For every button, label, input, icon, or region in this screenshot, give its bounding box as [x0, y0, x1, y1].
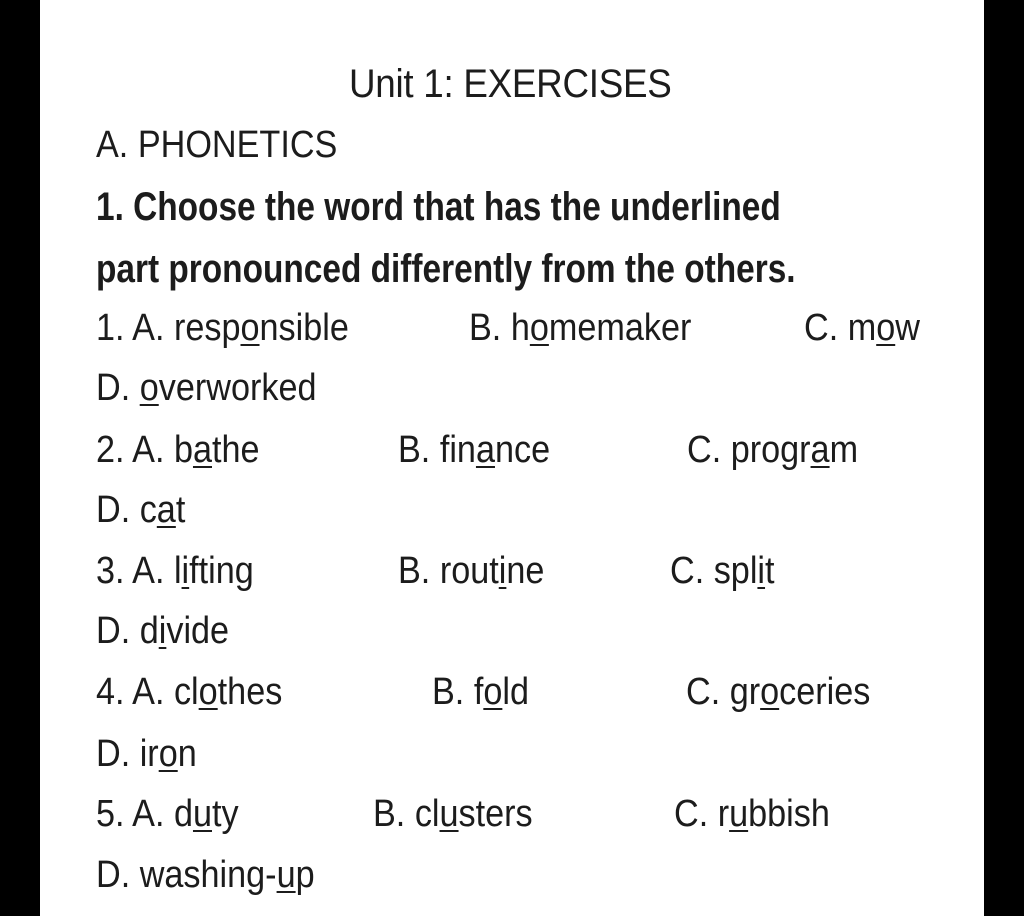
- section-heading: A. PHONETICS: [96, 124, 338, 166]
- q2-option-d: D. cat: [96, 489, 186, 531]
- instruction-line-1: 1. Choose the word that has the underlined: [96, 185, 781, 229]
- q2-option-c: C. program: [687, 429, 859, 471]
- q4-option-d: D. iron: [96, 733, 197, 775]
- q5-option-d: D. washing-up: [96, 854, 315, 896]
- q4-option-c: C. groceries: [686, 671, 871, 713]
- q1-option-a: 1. A. responsible: [96, 307, 349, 349]
- q4-option-a: 4. A. clothes: [96, 671, 283, 713]
- q3-option-c: C. split: [670, 550, 775, 592]
- q2-option-a: 2. A. bathe: [96, 429, 260, 471]
- q2-option-b: B. finance: [398, 429, 551, 471]
- q1-option-b: B. homemaker: [469, 307, 692, 349]
- q4-option-b: B. fold: [432, 671, 529, 713]
- q5-option-a: 5. A. duty: [96, 793, 239, 835]
- page-title: Unit 1: EXERCISES: [349, 62, 672, 106]
- q5-option-c: C. rubbish: [674, 793, 830, 835]
- q1-option-d: D. overworked: [96, 367, 317, 409]
- instruction-line-2: part pronounced differently from the others.: [96, 247, 796, 291]
- q3-option-b: B. routine: [398, 550, 545, 592]
- q1-option-c: C. mow: [804, 307, 920, 349]
- q3-option-a: 3. A. lifting: [96, 550, 254, 592]
- q3-option-d: D. divide: [96, 610, 230, 652]
- q5-option-b: B. clusters: [373, 793, 533, 835]
- worksheet-page: [40, 0, 984, 916]
